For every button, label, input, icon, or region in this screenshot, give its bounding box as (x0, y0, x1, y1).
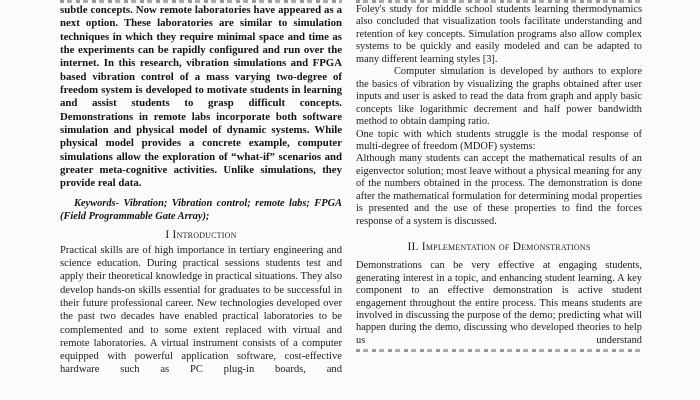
eigenvector-paragraph: Although many students can accept the mathematical results of an eigenvector solution; most leave without a physical meaning for any of the numbers obtained in the process. The demonstration is done after the mathematical formulation for determining modal properties is presented and the use of these properties to find the forces response of a system is discussed. (356, 153, 642, 227)
clipped-text-line-top-left (60, 0, 342, 3)
introduction-paragraph: Practical skills are of high importance in tertiary engineering and science education. During practical sessions students test and apply their theoretical knowledge in practical situations. They also develop hands-on skills essential for graduates to be successful in their future professional career. New technologies developed over the past two decades have enabled practical laboratories to be complemented and to some extent replaced with virtual and remote laboratories. A virtual instrument consists of a computer equipped with powerful application software, cost-effective hardware such as PC plug-in boards, and (60, 244, 342, 376)
introduction-heading: I Introduction (165, 227, 237, 241)
demonstrations-paragraph: Demonstrations can be very effective at engaging students, generating interest in a topic, and enhancing student learning. A key component to an effective demonstration is active student engagement throughout the entire process. This means students are involved in discussing the purpose of the demo; predicting what will happen during the demo, discussing who developed theories to help us understand (356, 260, 642, 346)
left-column (60, 0, 342, 377)
abstract-text: subtle concepts. Now remote laboratories have appeared as a next option. These laboratories are similar to simulation techniques in which they require minimal space and time as the experiments can be rapidly configured and run over the internet. In this research, vibration simulations and FPGA based vibration control of a mass varying two-degree of freedom system is developed to motivate students in learning and assist students to grasp difficult concepts. Demonstrations in remote labs incorporate both software simulation and physical model of dynamic systems. While physical model provides a concrete example, computer simulations allow the exploration of “what-if” scenarios and greater meta-cognitive activities. Unlike simulations, they provide real data. (60, 4, 342, 190)
computer-simulation-paragraph: Computer simulation is developed by authors to explore the basics of vibration by visualizing the graphs obtained after user inputs and user is asked to read the data from graph and apply basic concepts like logarithmic decrement and half power bandwidth method to obtain damping ratio. (356, 66, 642, 128)
clipped-text-line-bottom-right (356, 349, 642, 352)
implementation-heading: II. Implementation of Demonstrations (407, 240, 591, 254)
right-column (356, 0, 642, 352)
visualization-paragraph: Foley's study for middle school students learning thermodynamics also concluded that visualization tools facilitate understanding and retention of key concepts. Simulation programs also allow complex systems to be quickly and easily modeled and can be adapted to many different learning styles [3]. (356, 4, 642, 65)
clipped-text-line-top-right (356, 0, 642, 3)
keywords-text: Keywords- Vibration; Vibration control; remote labs; FPGA (Field Programmable Gate Array); (60, 197, 342, 222)
modal-response-paragraph: One topic with which students struggle is the modal response of multi-degree of freedom (MDOF) systems: (356, 128, 642, 152)
